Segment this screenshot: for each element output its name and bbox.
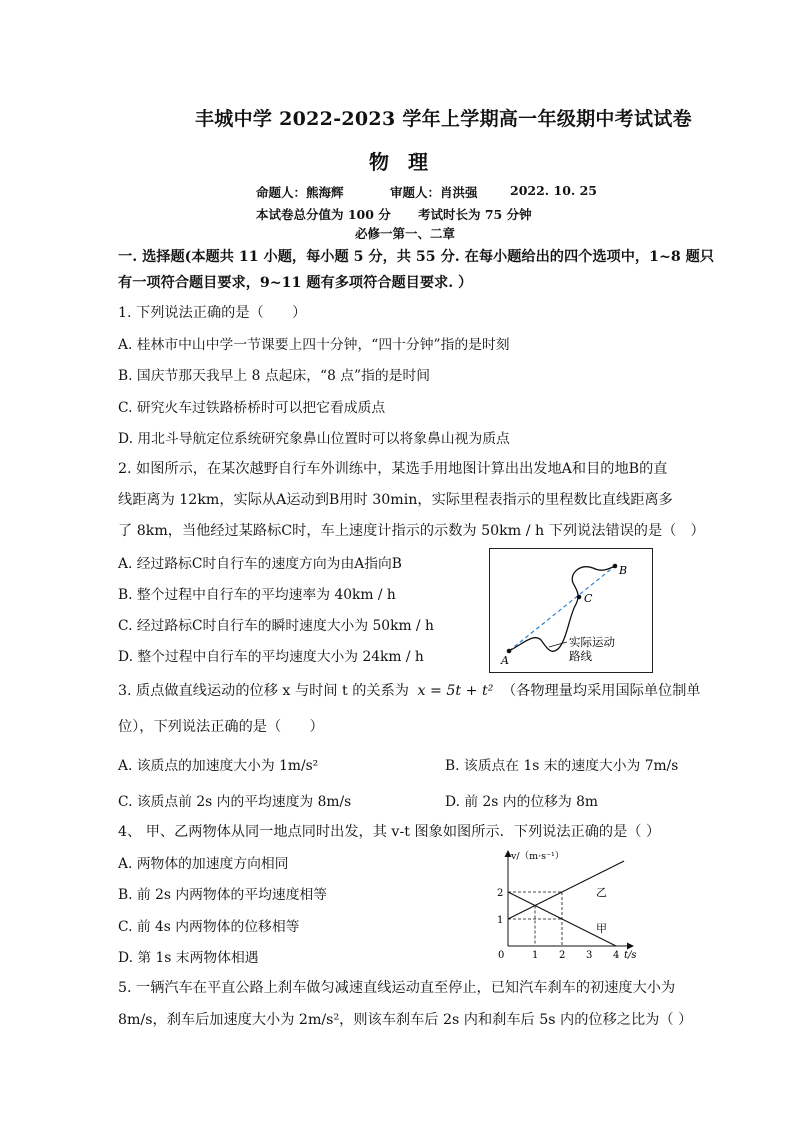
q3-stem-line1	[118, 680, 701, 700]
q1-option-c: C. 研究火车过铁路桥桥时可以把它看成质点	[118, 400, 386, 416]
q3-option-c: C. 该质点前 2s 内的平均速度为 8m/s	[118, 794, 352, 810]
v-axis-label: v/（m·s⁻¹）	[511, 851, 565, 862]
label-c: C	[584, 592, 593, 605]
q3-stem-pre: 3. 质点做直线运动的位移 x 与时间 t 的关系为	[118, 683, 409, 699]
q2-stem-line1: 2. 如图所示，在某次越野自行车外训练中，某选手用地图计算出出发地A和目的地B的直	[118, 461, 668, 477]
q5-stem-line1: 5. 一辆汽车在平直公路上刹车做匀减速直线运动直至停止，已知汽车刹车的初速度大小为	[118, 980, 676, 996]
x-tick-label: 4	[613, 950, 620, 961]
q2-route-figure	[489, 548, 653, 673]
q4-option-d: D. 第 1s 末两物体相遇	[118, 950, 259, 966]
q2-stem-line2: 线距离为 12km，实际从A运动到B用时 30min，实际里程表指示的里程数比直线距离多	[118, 492, 673, 508]
q2-option-a: A. 经过路标C时自行车的速度方向为由A指向B	[118, 556, 402, 572]
exam-title: 丰城中学 2022-2023 学年上学期高一年级期中考试试卷	[195, 108, 692, 130]
q1-option-d: D. 用北斗导航定位系统研究象鼻山位置时可以将象鼻山视为质点	[118, 431, 510, 447]
q3-option-b: B. 该质点在 1s 末的速度大小为 7m/s	[445, 758, 679, 774]
score-info: 本试卷总分值为 100 分	[256, 207, 391, 222]
y-tick-label: 1	[497, 915, 504, 926]
q1-option-a: A. 桂林市中山中学一节课要上四十分钟，“四十分钟”指的是时刻	[118, 337, 510, 353]
q1-option-b: B. 国庆节那天我早上 8 点起床，“8 点”指的是时间	[118, 368, 431, 384]
reviewer: 审题人：肖洪强	[390, 185, 478, 200]
time-info: 考试时长为 75 分钟	[418, 207, 532, 222]
q2-stem-line3: 了 8km，当他经过某路标C时，车上速度计指示的示数为 50km / h 下列说法错误的是（ ）	[118, 523, 705, 539]
route-label-leader	[549, 642, 567, 647]
origin-label: 0	[498, 950, 505, 961]
section-heading-line2: 有一项符合题目要求，9~11 题有多项符合题目要求. ）	[118, 275, 473, 291]
series-yi-label: 乙	[596, 886, 607, 899]
author: 命题人：熊海辉	[256, 185, 344, 200]
q4-option-c: C. 前 4s 内两物体的位移相等	[118, 919, 300, 935]
route-label-line2: 路线	[569, 649, 592, 663]
x-tick-label: 3	[586, 950, 593, 961]
q2-option-b: B. 整个过程中自行车的平均速率为 40km / h	[118, 587, 396, 603]
label-b: B	[619, 564, 628, 577]
exam-date: 2022. 10. 25	[510, 183, 597, 198]
q4-option-a: A. 两物体的加速度方向相同	[118, 856, 289, 872]
q3-stem-post: （各物理量均采用国际单位制单	[501, 683, 701, 699]
point-b	[613, 564, 618, 569]
q3-stem-line2: 位），下列说法正确的是（ ）	[118, 719, 324, 735]
t-axis-label: t/s	[624, 950, 637, 961]
q1-stem: 1. 下列说法正确的是（ ）	[118, 305, 307, 321]
scope: 必修一第一、二章	[355, 226, 456, 241]
q4-option-b: B. 前 2s 内两物体的平均速度相等	[118, 887, 328, 903]
x-tick-label: 1	[532, 950, 539, 961]
q4-vt-graph	[492, 846, 652, 964]
q5-stem-line2: 8m/s，刹车后加速度大小为 2m/s²，则该车刹车后 2s 内和刹车后 5s 内的位移之比为（ ）	[118, 1012, 693, 1028]
q3-option-a: A. 该质点的加速度大小为 1m/s²	[118, 758, 319, 774]
section-heading-line1: 一. 选择题(本题共 11 小题，每小题 5 分，共 55 分. 在每小题给出的四个选项中，1~8 题只	[118, 249, 715, 265]
y-tick-label: 2	[497, 888, 504, 899]
point-a	[507, 649, 512, 654]
series-jia-label: 甲	[596, 922, 607, 935]
subject-title: 物 理	[369, 150, 434, 174]
q3-option-d: D. 前 2s 内的位移为 8m	[445, 794, 598, 810]
q4-stem: 4、 甲、乙两物体从同一地点同时出发，其 v-t 图象如图所示．下列说法正确的是（ ）	[118, 824, 661, 840]
vt-guides	[508, 892, 562, 946]
q3-formula: x = 5t + t²	[417, 683, 494, 699]
x-tick-label: 2	[559, 950, 566, 961]
label-a: A	[501, 654, 509, 667]
point-c	[577, 595, 582, 600]
route-label-line1: 实际运动	[569, 635, 615, 649]
q2-option-c: C. 经过路标C时自行车的瞬时速度大小为 50km / h	[118, 618, 434, 634]
q2-option-d: D. 整个过程中自行车的平均速度大小为 24km / h	[118, 649, 424, 665]
